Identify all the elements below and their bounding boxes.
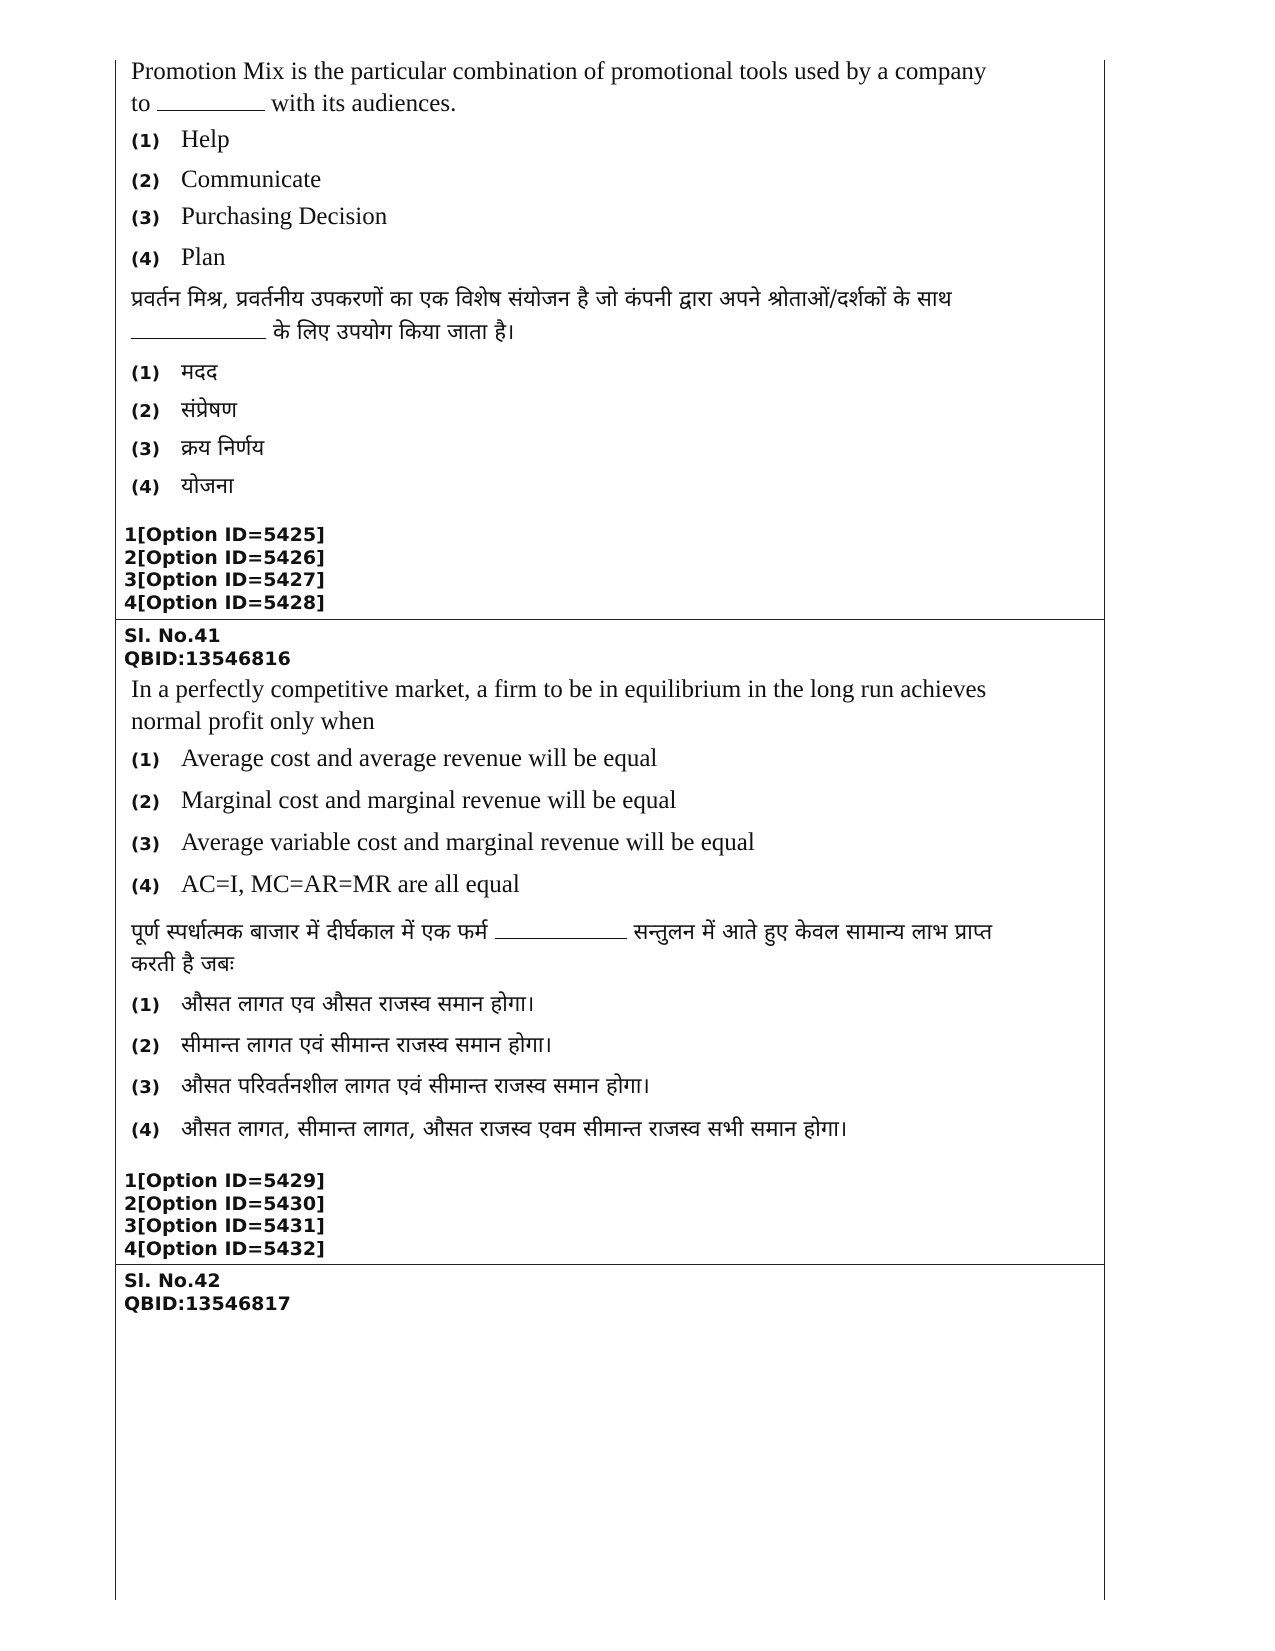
option-en-1: (1) Help <box>131 126 230 153</box>
option-id: 2[Option ID=5430] <box>124 1192 325 1215</box>
option-en-2: (2) Marginal cost and marginal revenue will be equal <box>131 787 677 814</box>
qbid: QBID:13546816 <box>124 647 291 670</box>
serial-number: Sl. No.41 <box>124 625 221 647</box>
option-hi-2: (2) संप्रेषण <box>131 398 238 423</box>
question-frame <box>115 60 1105 1600</box>
option-id: 4[Option ID=5428] <box>124 591 325 614</box>
option-id: 3[Option ID=5431] <box>124 1215 325 1237</box>
option-id: 3[Option ID=5427] <box>124 569 325 591</box>
option-hi-2: (2) सीमान्त लागत एवं सीमान्त राजस्व समान होगा। <box>131 1033 552 1058</box>
answer-blank <box>157 88 265 111</box>
option-id-list <box>124 1170 325 1260</box>
option-en-3: (3) Purchasing Decision <box>131 203 388 230</box>
question-divider <box>116 619 1104 620</box>
question-40-text-en: Promotion Mix is the particular combination of promotional tools used by a company to with its audiences. <box>131 58 987 117</box>
question-41-text-hi: पूर्ण स्पर्धात्मक बाजार में दीर्घकाल में एक फर्म सन्तुलन में आते हुए केवल सामान्य लाभ प्राप्त करती है जबः <box>131 916 1011 981</box>
option-id: 1[Option ID=5425] <box>124 524 325 546</box>
option-id: 2[Option ID=5426] <box>124 546 325 569</box>
option-en-1: (1) Average cost and average revenue will be equal <box>131 745 658 772</box>
answer-blank <box>495 916 627 939</box>
serial-number: Sl. No.42 <box>124 1270 221 1292</box>
option-hi-1: (1) मदद <box>131 360 218 385</box>
question-42-header <box>124 1270 291 1315</box>
option-id: 4[Option ID=5432] <box>124 1237 325 1260</box>
option-hi-4: (4) औसत लागत, सीमान्त लागत, औसत राजस्व एवम सीमान्त राजस्व सभी समान होगा। <box>131 1117 848 1142</box>
option-hi-4: (4) योजना <box>131 474 234 499</box>
option-id-list <box>124 524 325 614</box>
question-41-text-en: In a perfectly competitive market, a firm to be in equilibrium in the long run achieves normal profit only when <box>131 676 987 735</box>
qbid: QBID:13546817 <box>124 1292 291 1315</box>
question-41-header <box>124 625 291 670</box>
question-40-text-hi: प्रवर्तन मिश्र, प्रवर्तनीय उपकरणों का एक विशेष संयोजन है जो कंपनी द्वारा अपने श्रोताओं/दर्शकों के साथ के लिए उपयोग किया जाता है। <box>131 287 952 345</box>
option-en-4: (4) AC=I, MC=AR=MR are all equal <box>131 871 520 898</box>
option-en-2: (2) Communicate <box>131 166 322 193</box>
option-hi-3: (3) क्रय निर्णय <box>131 436 265 461</box>
option-hi-1: (1) औसत लागत एव औसत राजस्व समान होगा। <box>131 992 535 1017</box>
option-id: 1[Option ID=5429] <box>124 1170 325 1192</box>
option-hi-3: (3) औसत परिवर्तनशील लागत एवं सीमान्त राजस्व समान होगा। <box>131 1074 650 1099</box>
option-en-3: (3) Average variable cost and marginal revenue will be equal <box>131 829 755 856</box>
question-divider <box>116 1264 1104 1265</box>
answer-blank <box>131 316 266 339</box>
option-en-4: (4) Plan <box>131 244 226 271</box>
